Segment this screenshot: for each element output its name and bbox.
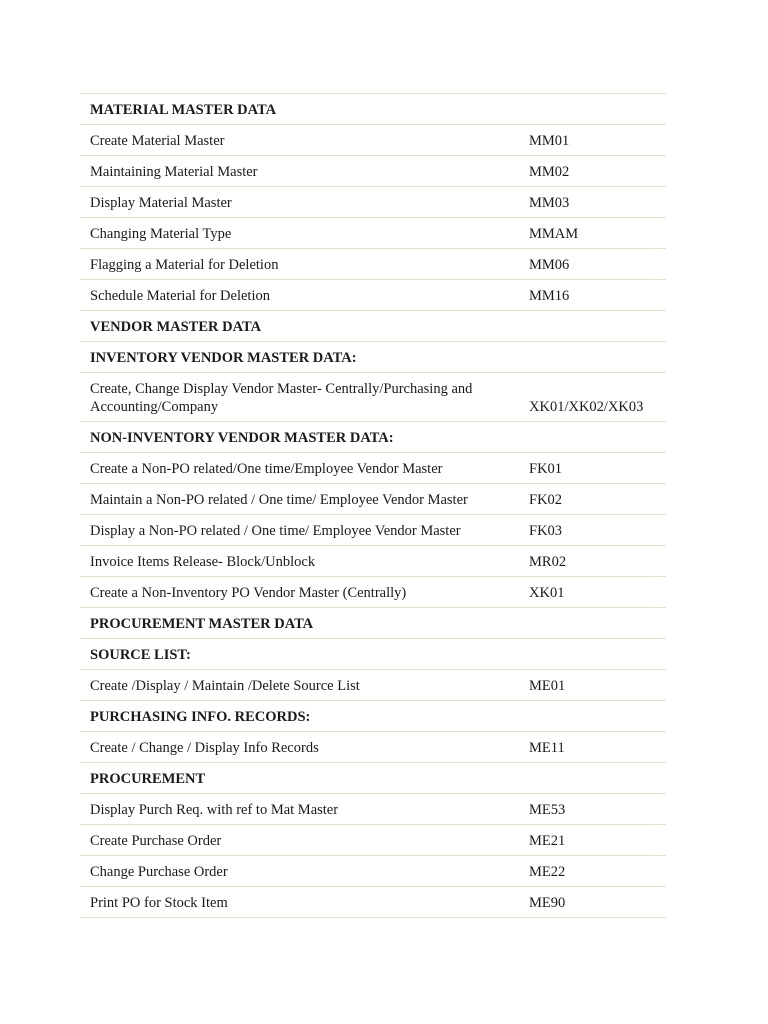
table-row: [80, 373, 666, 422]
table-row: [80, 763, 666, 794]
row-description: Display Material Master: [80, 187, 518, 218]
row-code: MM01: [518, 125, 666, 156]
table-row: [80, 187, 666, 218]
table-row: [80, 94, 666, 125]
row-code: ME22: [518, 856, 666, 887]
row-code: [518, 763, 666, 794]
row-description: Change Purchase Order: [80, 856, 518, 887]
row-description: PURCHASING INFO. RECORDS:: [80, 701, 518, 732]
row-code: MM03: [518, 187, 666, 218]
row-description: VENDOR MASTER DATA: [80, 311, 518, 342]
row-code: ME21: [518, 825, 666, 856]
row-code: [518, 639, 666, 670]
row-description: Maintaining Material Master: [80, 156, 518, 187]
row-description: PROCUREMENT MASTER DATA: [80, 608, 518, 639]
row-description: Create a Non-PO related/One time/Employee Vendor Master: [80, 453, 518, 484]
table-row: [80, 249, 666, 280]
table-row: [80, 342, 666, 373]
row-code: MM06: [518, 249, 666, 280]
row-code: [518, 94, 666, 125]
table-row: [80, 856, 666, 887]
row-code: [518, 311, 666, 342]
row-code: [518, 608, 666, 639]
row-code: ME11: [518, 732, 666, 763]
row-code: XK01/XK02/XK03: [518, 373, 666, 422]
table-row: [80, 577, 666, 608]
row-description: Schedule Material for Deletion: [80, 280, 518, 311]
row-description: Display a Non-PO related / One time/ Employee Vendor Master: [80, 515, 518, 546]
row-description: Create / Change / Display Info Records: [80, 732, 518, 763]
table-row: [80, 825, 666, 856]
row-description: Create, Change Display Vendor Master- Centrally/Purchasing and Accounting/Company: [80, 373, 518, 422]
row-code: ME90: [518, 887, 666, 918]
row-code: FK03: [518, 515, 666, 546]
table-row: [80, 670, 666, 701]
transaction-code-table: [80, 93, 666, 918]
row-description: MATERIAL MASTER DATA: [80, 94, 518, 125]
row-code: FK02: [518, 484, 666, 515]
row-description: Create Material Master: [80, 125, 518, 156]
table-row: [80, 484, 666, 515]
row-code: [518, 701, 666, 732]
table-row: [80, 794, 666, 825]
row-code: ME53: [518, 794, 666, 825]
row-description: NON-INVENTORY VENDOR MASTER DATA:: [80, 422, 518, 453]
row-code: MMAM: [518, 218, 666, 249]
row-code: MM16: [518, 280, 666, 311]
row-description: Changing Material Type: [80, 218, 518, 249]
row-code: [518, 342, 666, 373]
row-description: Print PO for Stock Item: [80, 887, 518, 918]
row-code: [518, 422, 666, 453]
row-description: Display Purch Req. with ref to Mat Master: [80, 794, 518, 825]
table-row: [80, 125, 666, 156]
row-description: Create a Non-Inventory PO Vendor Master (Centrally): [80, 577, 518, 608]
table-row: [80, 701, 666, 732]
table-row: [80, 311, 666, 342]
row-code: MR02: [518, 546, 666, 577]
row-description: SOURCE LIST:: [80, 639, 518, 670]
table-row: [80, 422, 666, 453]
table-row: [80, 453, 666, 484]
row-description: Create /Display / Maintain /Delete Source List: [80, 670, 518, 701]
row-code: FK01: [518, 453, 666, 484]
row-description: Flagging a Material for Deletion: [80, 249, 518, 280]
table-body: [80, 94, 666, 918]
row-description: Maintain a Non-PO related / One time/ Employee Vendor Master: [80, 484, 518, 515]
table-row: [80, 546, 666, 577]
table-row: [80, 608, 666, 639]
table-row: [80, 639, 666, 670]
table-row: [80, 218, 666, 249]
row-description: Create Purchase Order: [80, 825, 518, 856]
row-description: PROCUREMENT: [80, 763, 518, 794]
row-description: Invoice Items Release- Block/Unblock: [80, 546, 518, 577]
row-code: XK01: [518, 577, 666, 608]
table-row: [80, 732, 666, 763]
table-row: [80, 887, 666, 918]
table-row: [80, 156, 666, 187]
table-row: [80, 280, 666, 311]
row-code: MM02: [518, 156, 666, 187]
row-code: ME01: [518, 670, 666, 701]
row-description: INVENTORY VENDOR MASTER DATA:: [80, 342, 518, 373]
table-row: [80, 515, 666, 546]
